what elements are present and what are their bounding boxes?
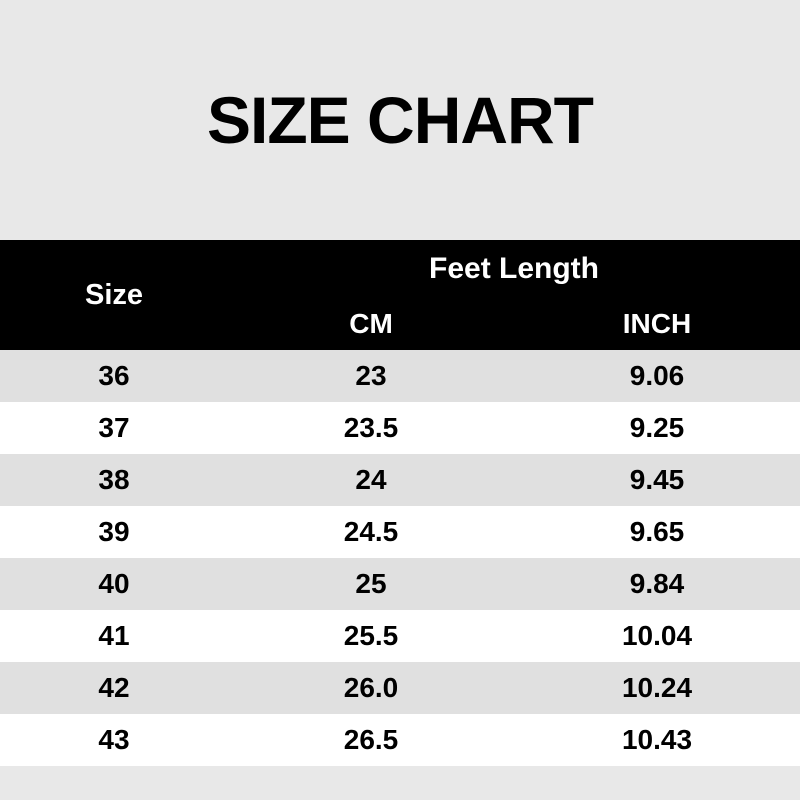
table-row [0, 454, 800, 506]
cell-size: 37 [0, 402, 228, 454]
table-row [0, 558, 800, 610]
column-header-cm: CM [228, 298, 514, 350]
table-row [0, 610, 800, 662]
cell-inch: 9.06 [514, 350, 800, 402]
table-row [0, 506, 800, 558]
size-chart-table [0, 240, 800, 766]
cell-inch: 9.84 [514, 558, 800, 610]
cell-inch: 10.04 [514, 610, 800, 662]
header-row-top [0, 240, 800, 298]
cell-cm: 25 [228, 558, 514, 610]
page-title: SIZE CHART [207, 83, 593, 157]
table-row [0, 402, 800, 454]
cell-size: 39 [0, 506, 228, 558]
cell-inch: 9.25 [514, 402, 800, 454]
cell-size: 38 [0, 454, 228, 506]
cell-size: 43 [0, 714, 228, 766]
table-header [0, 240, 800, 350]
table-row [0, 662, 800, 714]
table-row [0, 714, 800, 766]
cell-cm: 24.5 [228, 506, 514, 558]
cell-inch: 9.45 [514, 454, 800, 506]
cell-size: 41 [0, 610, 228, 662]
cell-size: 42 [0, 662, 228, 714]
column-header-inch: INCH [514, 298, 800, 350]
cell-inch: 9.65 [514, 506, 800, 558]
cell-cm: 24 [228, 454, 514, 506]
cell-size: 36 [0, 350, 228, 402]
cell-cm: 25.5 [228, 610, 514, 662]
column-header-size: Size [0, 240, 228, 350]
table-row [0, 350, 800, 402]
cell-cm: 23 [228, 350, 514, 402]
title-area [0, 0, 800, 240]
table-body [0, 350, 800, 766]
cell-inch: 10.24 [514, 662, 800, 714]
cell-cm: 26.0 [228, 662, 514, 714]
cell-inch: 10.43 [514, 714, 800, 766]
column-group-header-feet-length: Feet Length [228, 240, 800, 298]
cell-cm: 23.5 [228, 402, 514, 454]
cell-size: 40 [0, 558, 228, 610]
cell-cm: 26.5 [228, 714, 514, 766]
